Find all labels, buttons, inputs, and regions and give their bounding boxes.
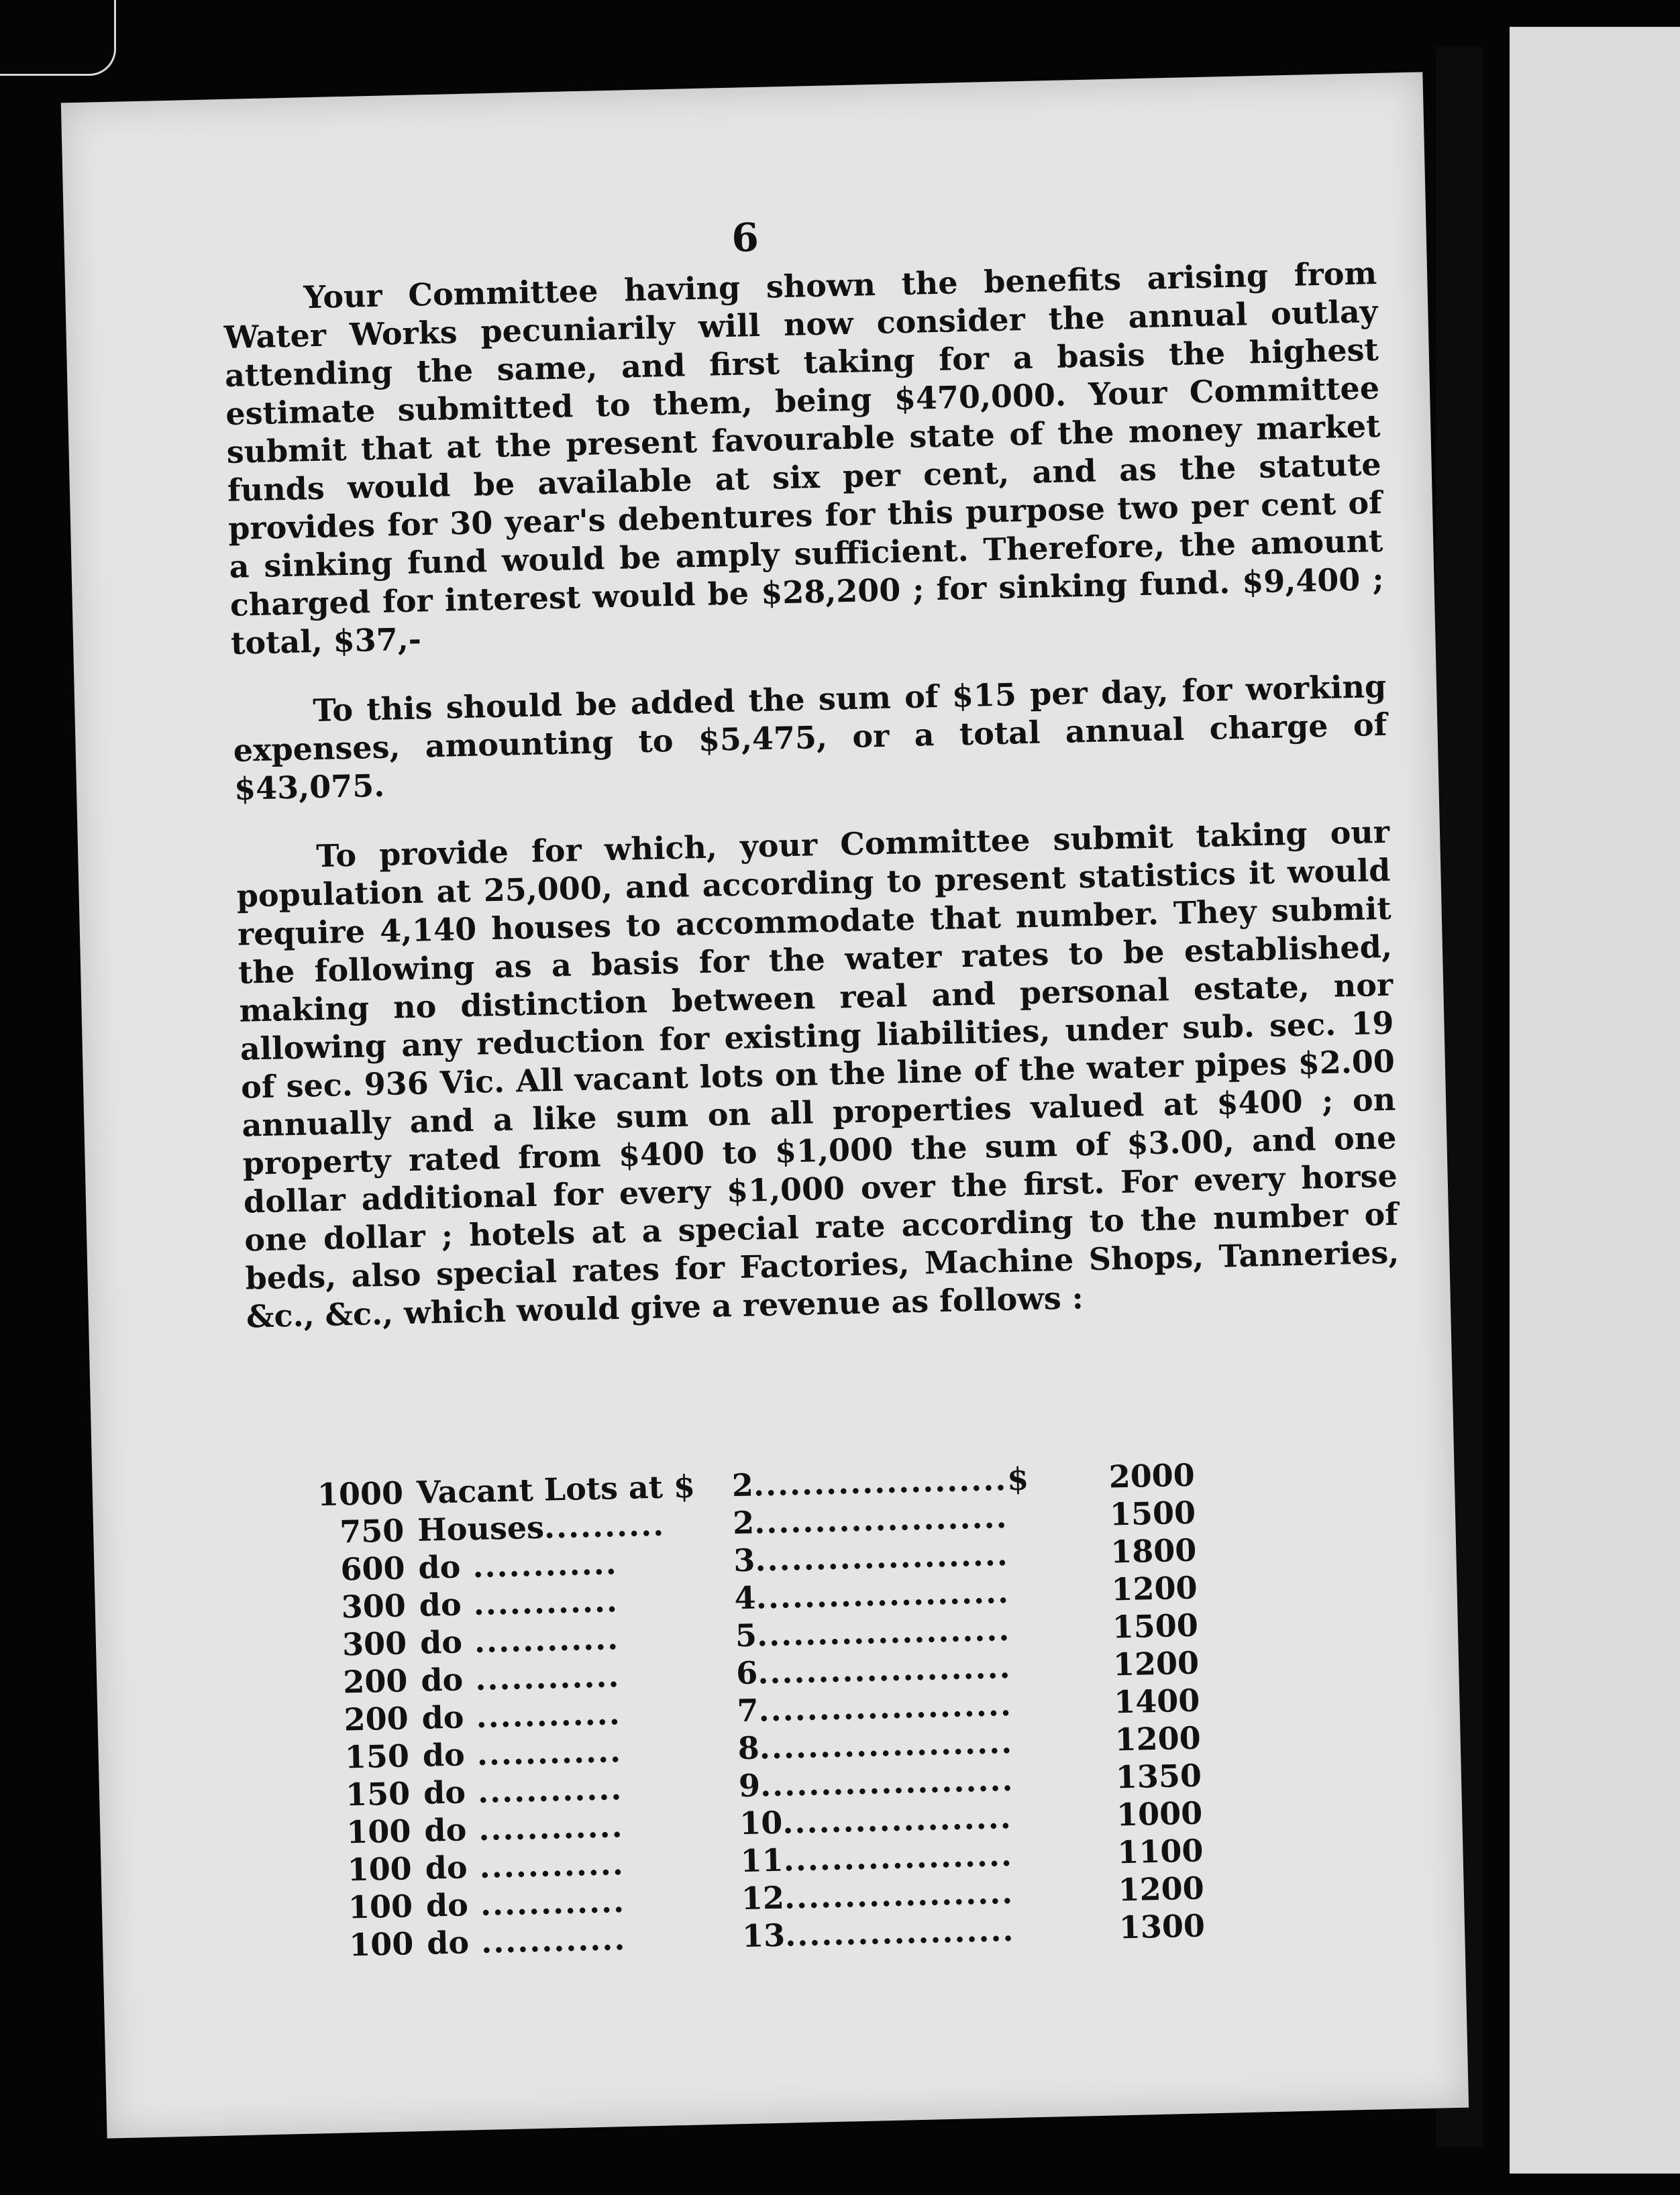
row-rate-value: 11 xyxy=(739,1841,784,1880)
row-quantity: 100 xyxy=(347,1850,413,1888)
row-total: 1200 xyxy=(1118,1870,1205,1909)
leader-dots: ................... xyxy=(782,1836,1014,1878)
row-description-text: do xyxy=(417,1548,461,1586)
row-quantity: 150 xyxy=(344,1737,410,1776)
leader-dots: ............ xyxy=(463,1695,622,1735)
leader-dots: ................... xyxy=(782,1799,1013,1841)
leader-dots: .......... xyxy=(543,1506,666,1546)
row-total: 1300 xyxy=(1118,1907,1206,1946)
row-total: 1400 xyxy=(1113,1682,1200,1721)
body-text xyxy=(223,254,1400,1336)
row-description-text: do xyxy=(425,1849,468,1886)
row-quantity: 300 xyxy=(342,1625,407,1663)
row-rate-value: 6 xyxy=(735,1654,758,1692)
leader-dots: ..................... xyxy=(757,1686,1013,1729)
leader-dots: ............ xyxy=(468,1883,626,1923)
row-rate-value: 5 xyxy=(735,1617,757,1654)
leader-dots: ..................... xyxy=(759,1761,1014,1804)
leader-dots: ............ xyxy=(465,1770,623,1811)
row-description-text: do xyxy=(419,1586,462,1623)
row-total: 1100 xyxy=(1116,1832,1204,1871)
row-total: 1200 xyxy=(1112,1644,1200,1683)
scanned-page xyxy=(61,72,1469,2138)
leader-dots: ............ xyxy=(466,1845,625,1886)
next-page-edge xyxy=(1510,27,1680,2174)
row-total: 1500 xyxy=(1109,1494,1196,1533)
leader-dots: ............ xyxy=(460,1545,619,1585)
row-rate-value: 12 xyxy=(741,1879,785,1917)
paragraph-water-rates: To provide for which, your Committee submit taking our population at 25,000, and according to present statistics it would require 4,140 houses to accommodate that number. They submit the following as a basis for the water rates to be established, making no distinction between real and personal estate, nor allowing any reduction for existing liabilities, under sub. sec. 19 of sec. 936 Vic. All vacant lots on the line of the water pipes $2.00 annually and a like sum on all properties valued at $400 ; on property rated from $400 to $1,000 the sum of $3.00, and one dollar additional for every $1,000 over the first. For every horse one dollar ; hotels at a special rate according to the number of beds, also special rates for Factories, Machine Shops, Tanneries, &c., &c., which would give a revenue as follows : xyxy=(236,813,1400,1335)
row-rate-value: 4 xyxy=(734,1579,757,1617)
row-quantity: 200 xyxy=(344,1700,409,1738)
revenue-table xyxy=(317,1456,1205,1964)
row-total: 1800 xyxy=(1110,1532,1197,1570)
row-description-text: do xyxy=(426,1924,470,1962)
leader-dots: ............ xyxy=(468,1921,627,1961)
row-rate xyxy=(741,1910,1084,1956)
row-description xyxy=(427,1917,743,1962)
row-rate-value: 8 xyxy=(737,1729,760,1767)
leader-dots: ..................... xyxy=(755,1573,1010,1616)
row-quantity: 150 xyxy=(345,1775,411,1813)
row-quantity: 1000 xyxy=(317,1475,404,1513)
row-total: 1200 xyxy=(1114,1719,1202,1758)
leader-dots: ..................... xyxy=(753,1498,1008,1541)
row-description-text: Houses xyxy=(417,1509,545,1548)
paragraph-working-expenses: To this should be added the sum of $15 per day, for working expenses, amounting to $5,475, or a total annual charge of $43,075. xyxy=(233,667,1387,807)
row-total: 1000 xyxy=(1116,1795,1203,1833)
row-quantity: 100 xyxy=(346,1813,412,1851)
leader-dots: ..................... xyxy=(757,1648,1012,1691)
leader-dots: ..................... xyxy=(756,1611,1011,1654)
row-quantity: 750 xyxy=(339,1512,405,1550)
row-description-text: Vacant Lots at $ xyxy=(416,1468,696,1511)
row-description-text: do xyxy=(423,1811,467,1849)
leader-dots: ............ xyxy=(462,1658,621,1698)
row-rate-value: 2 xyxy=(731,1466,754,1504)
paragraph-outlay: Your Committee having shown the benefits arising from Water Works pecuniarily will now consider the annual outlay attending the same, and first taking for a basis the highest estimate submitted to them, being $470,000. Your Committee submit that at the present favourable state of the money market funds would be available at six per cent, and as the statute provides for 30 year's debentures for this purpose two per cent of a sinking fund would be amply sufficient. Therefore, the amount charged for interest would be $28,200 ; for sinking fund. $9,400 ; total, $37,- xyxy=(223,254,1385,661)
row-description-text: do xyxy=(421,1699,465,1736)
row-quantity: 600 xyxy=(339,1550,406,1588)
row-total: 2000 xyxy=(1108,1456,1196,1495)
row-description-text: do xyxy=(419,1623,463,1661)
page-number: 6 xyxy=(731,214,759,261)
row-rate-value: 10 xyxy=(739,1804,783,1842)
row-quantity: 100 xyxy=(348,1925,414,1964)
row-description-text: do xyxy=(425,1886,469,1924)
leader-dots: ..................... xyxy=(754,1536,1010,1578)
leader-dots: ............ xyxy=(464,1733,623,1773)
row-total: 1200 xyxy=(1110,1569,1198,1608)
page-corner-fold xyxy=(0,0,116,76)
leader-dots: ............ xyxy=(462,1620,620,1660)
row-rate-value: 13 xyxy=(741,1917,786,1955)
row-rate-value: 9 xyxy=(738,1767,761,1805)
leader-dots: ................... xyxy=(784,1874,1014,1916)
currency-symbol: $ xyxy=(1006,1460,1029,1497)
leader-dots: ............ xyxy=(461,1583,619,1623)
row-rate-value: 7 xyxy=(736,1692,759,1729)
row-quantity: 100 xyxy=(348,1888,413,1926)
row-total: 1500 xyxy=(1112,1607,1199,1646)
row-description-text: do xyxy=(422,1736,466,1774)
leader-dots: ............ xyxy=(466,1808,625,1848)
row-description-text: do xyxy=(420,1661,464,1699)
row-total: 1350 xyxy=(1115,1757,1202,1796)
row-rate-value: 2 xyxy=(732,1504,755,1542)
row-quantity: 200 xyxy=(342,1662,408,1701)
leader-dots: ..................... xyxy=(759,1723,1014,1766)
revenue-table-body xyxy=(317,1456,1205,1964)
row-quantity: 300 xyxy=(341,1587,407,1625)
leader-dots: ................... xyxy=(784,1911,1015,1953)
leader-dots: ..................... xyxy=(753,1460,1008,1503)
row-description-text: do xyxy=(423,1774,466,1811)
row-rate-value: 3 xyxy=(733,1542,756,1579)
